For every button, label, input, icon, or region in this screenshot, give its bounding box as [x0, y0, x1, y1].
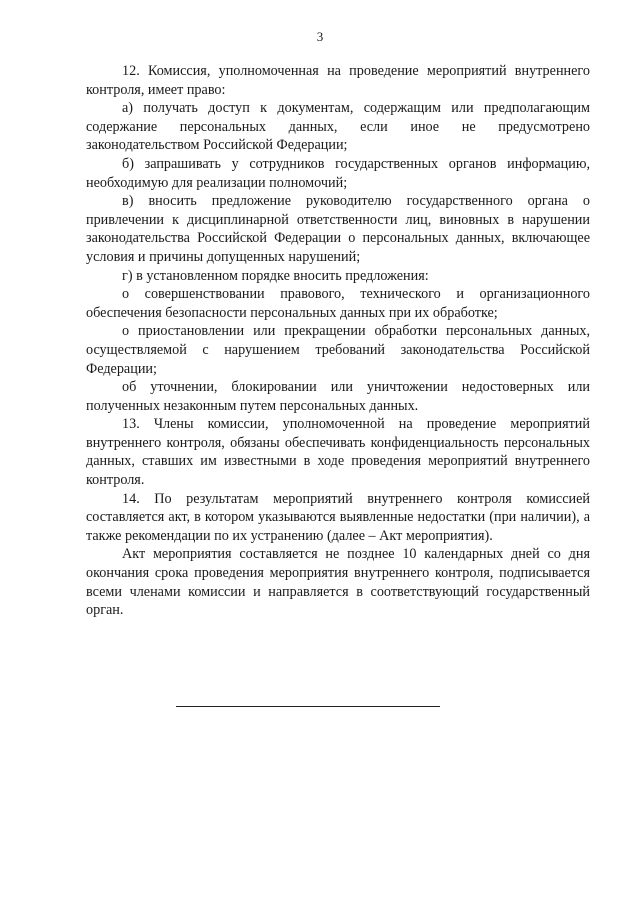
paragraph-12a-document-access: а) получать доступ к документам, содержащим или предполагающим содержание персональных данных, если иное не предусмотрено законодательством Российской Федерации;	[86, 100, 590, 154]
paragraph-12g-proposals: г) в установленном порядке вносить предложения:	[122, 267, 429, 284]
paragraph-proposal-clarification: об уточнении, блокировании или уничтожении недостоверных или полученных незаконным путем персональных данных.	[86, 379, 590, 414]
paragraph-12-commission-rights: 12. Комиссия, уполномоченная на проведение мероприятий внутреннего контроля, имеет право:	[86, 63, 590, 98]
paragraph-proposal-suspension: о приостановлении или прекращении обработки персональных данных, осуществляемой с нарушением требований законодательства Российской Федерации;	[86, 323, 590, 377]
document-body	[86, 62, 590, 620]
closing-divider-line	[176, 706, 440, 707]
page-number: 3	[316, 29, 324, 44]
paragraph-14-act: 14. По результатам мероприятий внутреннего контроля комиссией составляется акт, в котором указываются выявленные недостатки (при наличии), а также рекомендации по их устранению (далее – Акт мероприятия).	[86, 490, 590, 544]
paragraph-12b-request-information: б) запрашивать у сотрудников государственных органов информацию, необходимую для реализации полномочий;	[86, 155, 590, 191]
paragraph-13-confidentiality: 13. Члены комиссии, уполномоченной на проведение мероприятий внутреннего контроля, обязаны обеспечивать конфиденциальность персональных данных, ставших им известными в ходе проведения мероприятий внутреннего контроля.	[86, 416, 590, 489]
paragraph-proposal-improvement: о совершенствовании правового, технического и организационного обеспечения безопасности персональных данных при их обработке;	[86, 286, 590, 321]
paragraph-12v-disciplinary-proposal: в) вносить предложение руководителю государственного органа о привлечении к дисциплинарной ответственности лиц, виновных в нарушении законодательства Российской Федерации о персональных данных, включающее условия и причины допущенных нарушений;	[86, 193, 590, 265]
paragraph-act-deadline: Акт мероприятия составляется не позднее 10 календарных дней со дня окончания срока проведения мероприятия внутреннего контроля, подписывается всеми членами комиссии и направляется в соответствующий государственный орган.	[86, 546, 590, 619]
